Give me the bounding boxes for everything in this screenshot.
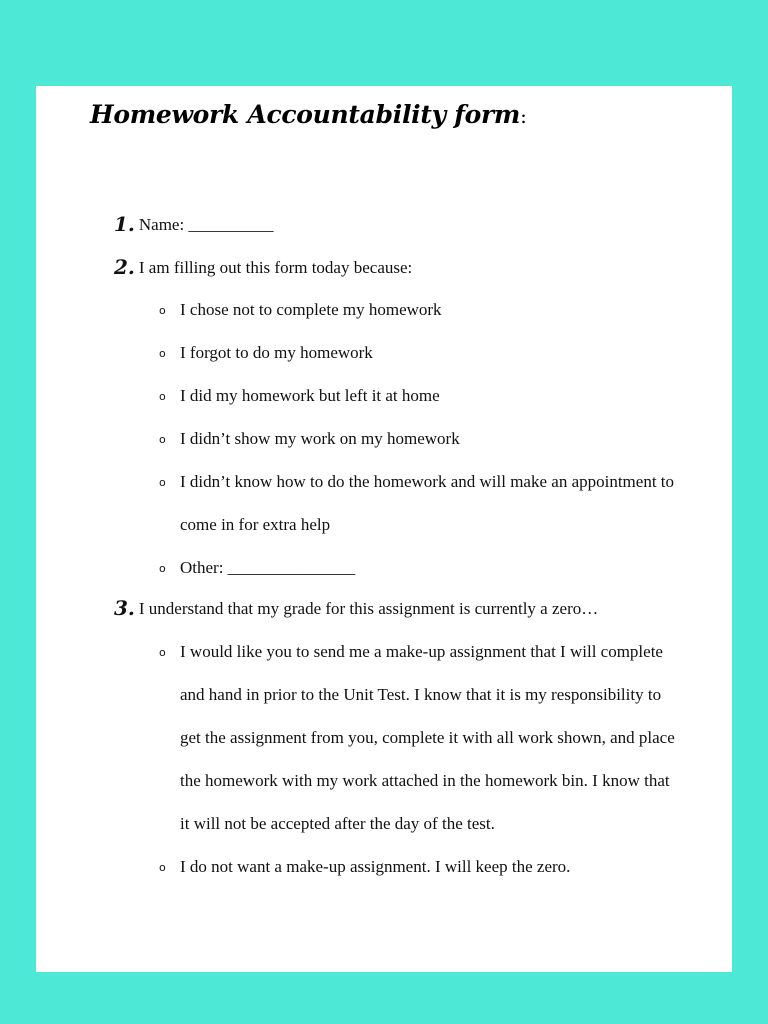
form-page — [36, 86, 732, 972]
bullet-circle-icon: o — [159, 433, 166, 446]
q3-option-text: I do not want a make-up assignment. I will keep the zero. — [180, 857, 571, 876]
question-2-text: I am filling out this form today because: — [138, 258, 413, 277]
q2-option-forgot — [159, 331, 680, 374]
q3-option-keep-zero — [159, 845, 680, 888]
q3-option-makeup — [159, 630, 680, 845]
q2-option-extra-help — [159, 460, 680, 546]
form-title — [90, 100, 527, 129]
q2-option-text: I chose not to complete my homework — [180, 300, 442, 319]
bullet-circle-icon: o — [159, 304, 166, 317]
q3-option-text: I would like you to send me a make-up assignment that I will complete and hand in prior to the Unit Test. I know that it is my responsibility to get the assignment from you, complete it with all work shown, and place the homework with my work attached in the homework bin. I know that it will not be accepted after the day of the test. — [180, 642, 675, 833]
question-3 — [114, 596, 598, 621]
bullet-circle-icon: o — [159, 861, 166, 874]
bullet-circle-icon: o — [159, 646, 166, 659]
question-1-text: Name: __________ — [138, 215, 274, 234]
q2-option-chose-not — [159, 288, 680, 331]
bullet-circle-icon: o — [159, 562, 166, 575]
q2-option-left-at-home — [159, 374, 680, 417]
q2-option-text: I didn’t show my work on my homework — [180, 429, 460, 448]
form-title-text: Homework Accountability form — [90, 100, 521, 129]
q2-option-text: Other: _______________ — [180, 558, 356, 577]
question-1 — [114, 212, 273, 237]
bullet-circle-icon: o — [159, 390, 166, 403]
q2-option-text: I forgot to do my homework — [180, 343, 373, 362]
bullet-circle-icon: o — [159, 476, 166, 489]
q2-option-other — [159, 546, 680, 589]
question-3-number: 3. — [114, 596, 135, 620]
bullet-circle-icon: o — [159, 347, 166, 360]
q2-option-text: I didn’t know how to do the homework and will make an appointment to come in for extra help — [180, 472, 675, 534]
q2-option-text: I did my homework but left it at home — [180, 386, 440, 405]
form-title-colon: : — [520, 104, 527, 128]
question-3-text: I understand that my grade for this assignment is currently a zero… — [138, 599, 599, 618]
q2-option-no-work-shown — [159, 417, 680, 460]
question-1-number: 1. — [114, 212, 135, 236]
question-2 — [114, 255, 412, 280]
question-2-number: 2. — [114, 255, 135, 279]
